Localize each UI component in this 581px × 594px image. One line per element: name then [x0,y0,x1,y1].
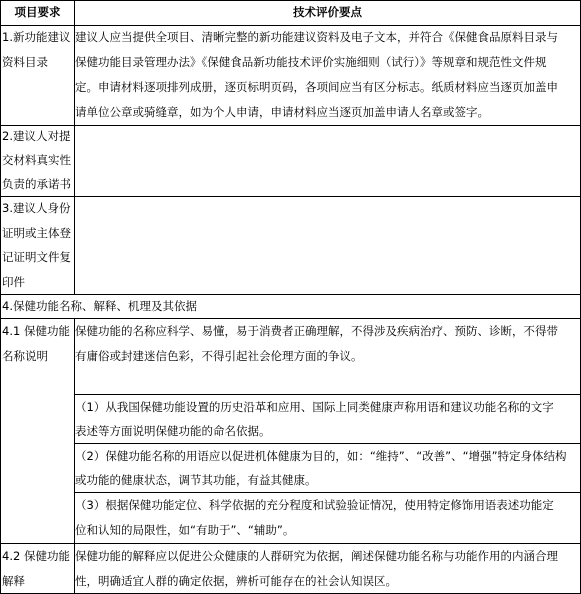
header-evaluation-points: 技术评价要点 [293,5,362,19]
header-requirement: 项目要求 [14,5,61,19]
rule-left [0,0,1,594]
row41-item-1: （1）从我国保健功能设置的历史沿革和应用、国际上同类健康声称用语和建议功能名称的文字 表述等方面说明保健功能的命名依据。 [75,400,554,438]
rule-row1-bottom [0,125,581,126]
row41-content: 保健功能的名称应科学、易懂，易于消费者正确理解，不得涉及疾病治疗、预防、诊断，不得带 有庸俗或封建迷信色彩，不得引起社会伦理方面的争议。 [75,324,558,363]
row41-item-3: （3）根据保健功能定位、科学依据的充分程度和试验验证情况，使用特定修饰用语表述功能定 位和认知的局限性，如“有助于”、“辅助”。 [75,498,554,537]
row41-label: 4.1 保健功能 名称说明 [2,324,70,363]
rule-row2-bottom [0,196,581,197]
row42-label: 4.2 保健功能 解释 [2,549,70,588]
row4-label: 4.保健功能名称、解释、机理及其依据 [2,299,197,313]
row1-label: 1.新功能建议 资料目录 [2,30,71,69]
row1-content: 建议人应当提供全项目、清晰完整的新功能建议资料及电子文本，并符合《保健食品原料目录与 保健功能目录管理办法》《保健食品新功能技术评价实施细则（试行）》等规章和规范性文件规 定。申请材料逐项排列成册，逐页标明页码，各项间应当有区分标志。纸质材料应当逐页加盖申 请单位公章或骑缝章，如为个人申请，申请材料应当逐页加盖申请人名章或签字。 [75,30,558,119]
row42-content: 保健功能的解释应以促进公众健康的人群研究为依据，阐述保健功能名称与功能作用的内涵合理 性，明确适宜人群的确定依据，辨析可能存在的社会认知误区。 [75,549,558,588]
row2-label: 2.建议人对提 交材料真实性 负责的承诺书 [2,129,71,191]
row3-label: 3.建议人身份 证明或主体登 记证明文件复 印件 [2,201,71,289]
row41-item-2: （2）保健功能名称的用语应以促进机体健康为目的，如：“维持”、“改善”、“增强”特定身体结构 或功能的健康状态，调节其功能，有益其健康。 [75,449,567,487]
